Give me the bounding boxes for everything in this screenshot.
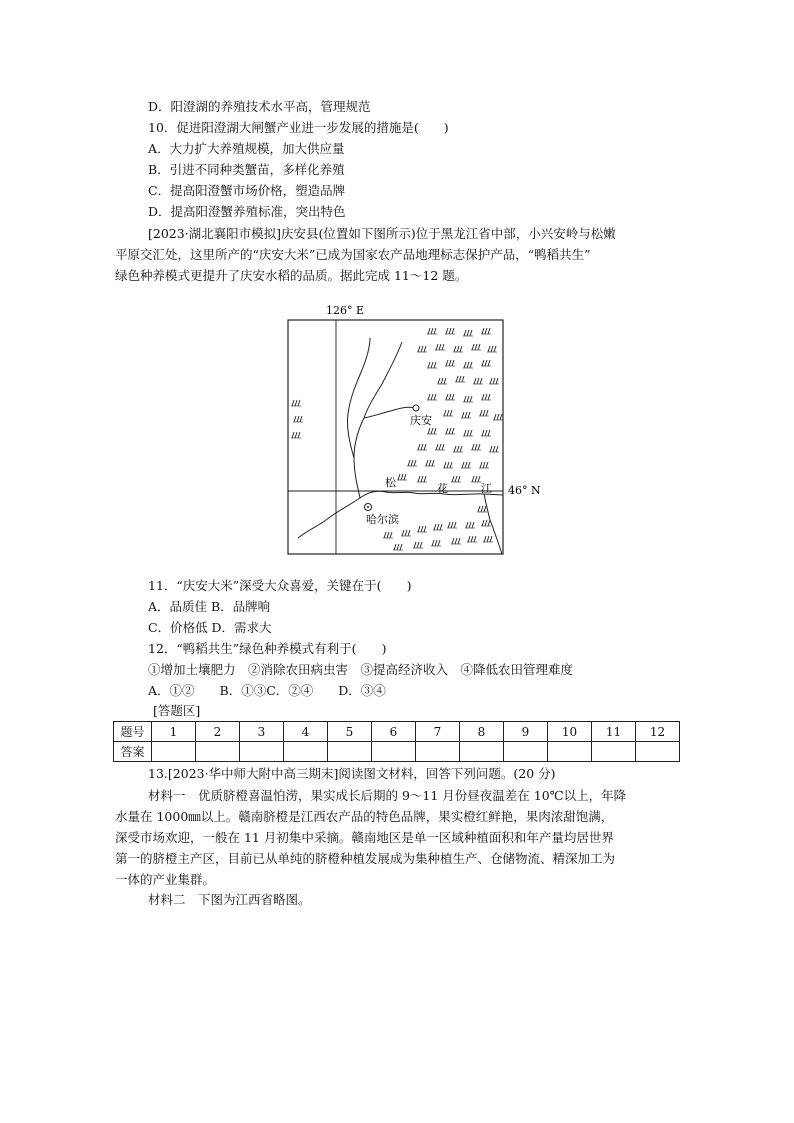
mountain-hatch-icon (427, 428, 437, 434)
mountain-hatch-icon (483, 536, 493, 542)
q10-stem: 10．促进阳澄湖大闸蟹产业进一步发展的措施是( ) (148, 120, 449, 135)
question-number: 5 (328, 722, 372, 742)
mountain-hatch-icon (481, 520, 491, 526)
row-header-number: 题号 (114, 722, 152, 742)
mountain-hatch-icon (471, 444, 481, 450)
q10-option-c: C．提高阳澄蟹市场价格，塑造品牌 (148, 183, 346, 198)
intro-11-12 (115, 223, 678, 286)
mountain-hatch-icon (443, 410, 453, 416)
mountain-hatch-icon (455, 376, 465, 382)
intro-line: 平原交汇处，这里所产的“庆安大米”已成为国家农产品地理标志保护产品，“鸭稻共生” (115, 247, 591, 262)
mountain-hatch-icon (463, 330, 473, 336)
tributary-river (354, 342, 402, 498)
question-number: 12 (636, 722, 680, 742)
mountain-hatch-icon (453, 346, 463, 352)
mountain-hatch-icon (463, 430, 473, 436)
mountain-hatch-icon (461, 462, 471, 468)
answer-area-title: [答题区] (153, 703, 201, 718)
q10-option-a: A．大力扩大养殖规模，加大供应量 (148, 141, 345, 156)
mountain-hatch-icon (453, 446, 463, 452)
answer-cell[interactable] (592, 742, 636, 762)
mountain-hatch-icon (291, 432, 301, 438)
answer-cell[interactable] (372, 742, 416, 762)
mountain-hatch-icon (463, 396, 473, 402)
mountain-hatch-icon (417, 346, 427, 352)
material-line: 材料一 优质脐橙喜温怕涝，果实成长后期的 9～11 月份昼夜温差在 10℃以上，年降 (148, 788, 627, 803)
q11-options-ab: A．品质佳 B．品牌响 (148, 599, 271, 614)
mountain-hatch-icon (447, 522, 457, 528)
question-number: 6 (372, 722, 416, 742)
mountain-hatch-icon (427, 394, 437, 400)
qingan-label: 庆安 (410, 414, 432, 427)
question-number: 3 (240, 722, 284, 742)
mountain-hatch-icon (425, 460, 435, 466)
mountain-hatch-icon (463, 362, 473, 368)
mountain-hatch-icon (489, 378, 499, 384)
mountain-hatch-icon (443, 462, 453, 468)
answer-table-row-answers (114, 742, 680, 762)
mountain-hatch-icon (431, 540, 441, 546)
answer-cell[interactable] (152, 742, 196, 762)
q12-items: ①增加土壤肥力 ②消除农田病虫害 ③提高经济收入 ④降低农田管理难度 (148, 662, 574, 677)
q11-options-cd: C．价格低 D．需求大 (148, 620, 272, 635)
mountain-hatch-icon (473, 378, 483, 384)
mountain-hatch-icon (417, 476, 427, 482)
mountain-hatch-icon (445, 394, 455, 400)
mountain-hatch-icon (451, 538, 461, 544)
question-number: 4 (284, 722, 328, 742)
question-number: 10 (548, 722, 592, 742)
longitude-label: 126° E (326, 304, 365, 317)
mountain-hatch-icon (417, 444, 427, 450)
answer-cell[interactable] (504, 742, 548, 762)
mountain-hatch-icon (407, 460, 417, 466)
mountain-hatch-icon (489, 446, 499, 452)
mountain-hatch-icon (433, 524, 443, 530)
row-header-answer: 答案 (114, 742, 152, 762)
songhua-river (298, 491, 503, 538)
answer-cell[interactable] (240, 742, 284, 762)
qingan-river (364, 407, 416, 418)
tributary-river-2 (347, 338, 370, 458)
q13-material-2: 材料二 下图为江西省略图。 (148, 892, 311, 907)
mountain-hatch-icon (481, 394, 491, 400)
mountain-hatch-icon (465, 522, 475, 528)
river-char-3: 江 (481, 482, 492, 495)
answer-table (113, 721, 680, 762)
mountain-hatch-icon (477, 506, 487, 512)
question-number: 8 (460, 722, 504, 742)
mountain-hatch-icon (401, 530, 411, 536)
q9-option-d: D．阳澄湖的养殖技术水平高，管理规范 (148, 99, 371, 114)
answer-cell[interactable] (328, 742, 372, 762)
mountain-hatch-icon (383, 532, 393, 538)
question-number: 1 (152, 722, 196, 742)
mountain-hatch-icon (481, 328, 491, 334)
answer-cell[interactable] (548, 742, 592, 762)
mountain-hatch-icon (413, 542, 423, 548)
material-line: 第一的脐橙主产区，目前已从单纯的脐橙种植发展成为集种植生产、仓储物流、精深加工为 (115, 851, 616, 866)
mountain-hatch-icon (435, 344, 445, 350)
material-line: 一体的产业集群。 (115, 872, 216, 887)
mountain-hatch-icon (471, 476, 481, 482)
mountain-hatch-icon (427, 328, 437, 334)
answer-cell[interactable] (284, 742, 328, 762)
material-line: 深受市场欢迎，一般在 11 月初集中采摘。赣南地区是单一区域种植面积和年产量均居世界 (115, 830, 614, 845)
mountain-hatch-icon (393, 544, 403, 550)
answer-table-row-numbers (114, 722, 680, 742)
mountain-hatch-icon (293, 416, 303, 422)
mountain-hatch-icon (479, 410, 489, 416)
question-number: 7 (416, 722, 460, 742)
mountain-hatch-icon (481, 360, 491, 366)
river-char-2: 花 (437, 482, 448, 495)
answer-cell[interactable] (636, 742, 680, 762)
harbin-label: 哈尔滨 (366, 513, 399, 526)
answer-cell[interactable] (416, 742, 460, 762)
mountain-hatch-icon (471, 344, 481, 350)
mountain-hatch-icon (291, 400, 301, 406)
southeast-river (484, 494, 502, 554)
mountain-hatch-icon (427, 362, 437, 368)
question-number: 2 (196, 722, 240, 742)
mountain-hatch-icon (445, 428, 455, 434)
mountain-hatch-icon (493, 414, 503, 420)
mountain-hatch-icon (461, 412, 471, 418)
mountain-hatch-icon (479, 462, 489, 468)
intro-line: [2023·湖北襄阳市模拟]庆安县(位置如下图所示)位于黑龙江省中部，小兴安岭与松嫩 (148, 226, 616, 241)
mountain-hatch-icon (451, 476, 461, 482)
mountain-hatch-icon (467, 536, 477, 542)
qingan-location-map (268, 298, 558, 560)
question-number: 9 (504, 722, 548, 742)
answer-cell[interactable] (196, 742, 240, 762)
q12-stem: 12．“鸭稻共生”绿色种养模式有利于( ) (148, 641, 387, 656)
river-char-1: 松 (385, 476, 396, 489)
material-line: 水量在 1000㎜以上。赣南脐橙是江西农产品的特色品牌，果实橙红鲜艳，果肉浓甜饱满， (115, 809, 614, 824)
mountain-hatch-icon (487, 346, 497, 352)
mountain-hatch-icon (437, 378, 447, 384)
qingan-marker (413, 405, 419, 411)
mountain-hatch-icon (397, 474, 407, 480)
q13-material-1 (115, 785, 678, 890)
answer-cell[interactable] (460, 742, 504, 762)
question-number: 11 (592, 722, 636, 742)
q12-options: A．①② B．①③C．②④ D．③④ (148, 683, 386, 698)
mountain-hatch-icon (481, 430, 491, 436)
mountain-hatch-icon (417, 526, 427, 532)
mountain-hatch-icon (445, 360, 455, 366)
latitude-label: 46° N (508, 484, 541, 497)
intro-line: 绿色种养模式更提升了庆安水稻的品质。据此完成 11～12 题。 (115, 268, 468, 283)
q11-stem: 11．“庆安大米”深受大众喜爱，关键在于( ) (148, 578, 412, 593)
mountain-hatch-icon (445, 328, 455, 334)
mountain-hatch-icon (435, 444, 445, 450)
q13-stem: 13.[2023·华中师大附中高三期末]阅读图文材料，回答下列问题。(20 分) (148, 766, 556, 781)
q10-option-d: D．提高阳澄蟹养殖标准，突出特色 (148, 204, 346, 219)
q10-option-b: B．引进不同种类蟹苗，多样化养殖 (148, 162, 345, 177)
